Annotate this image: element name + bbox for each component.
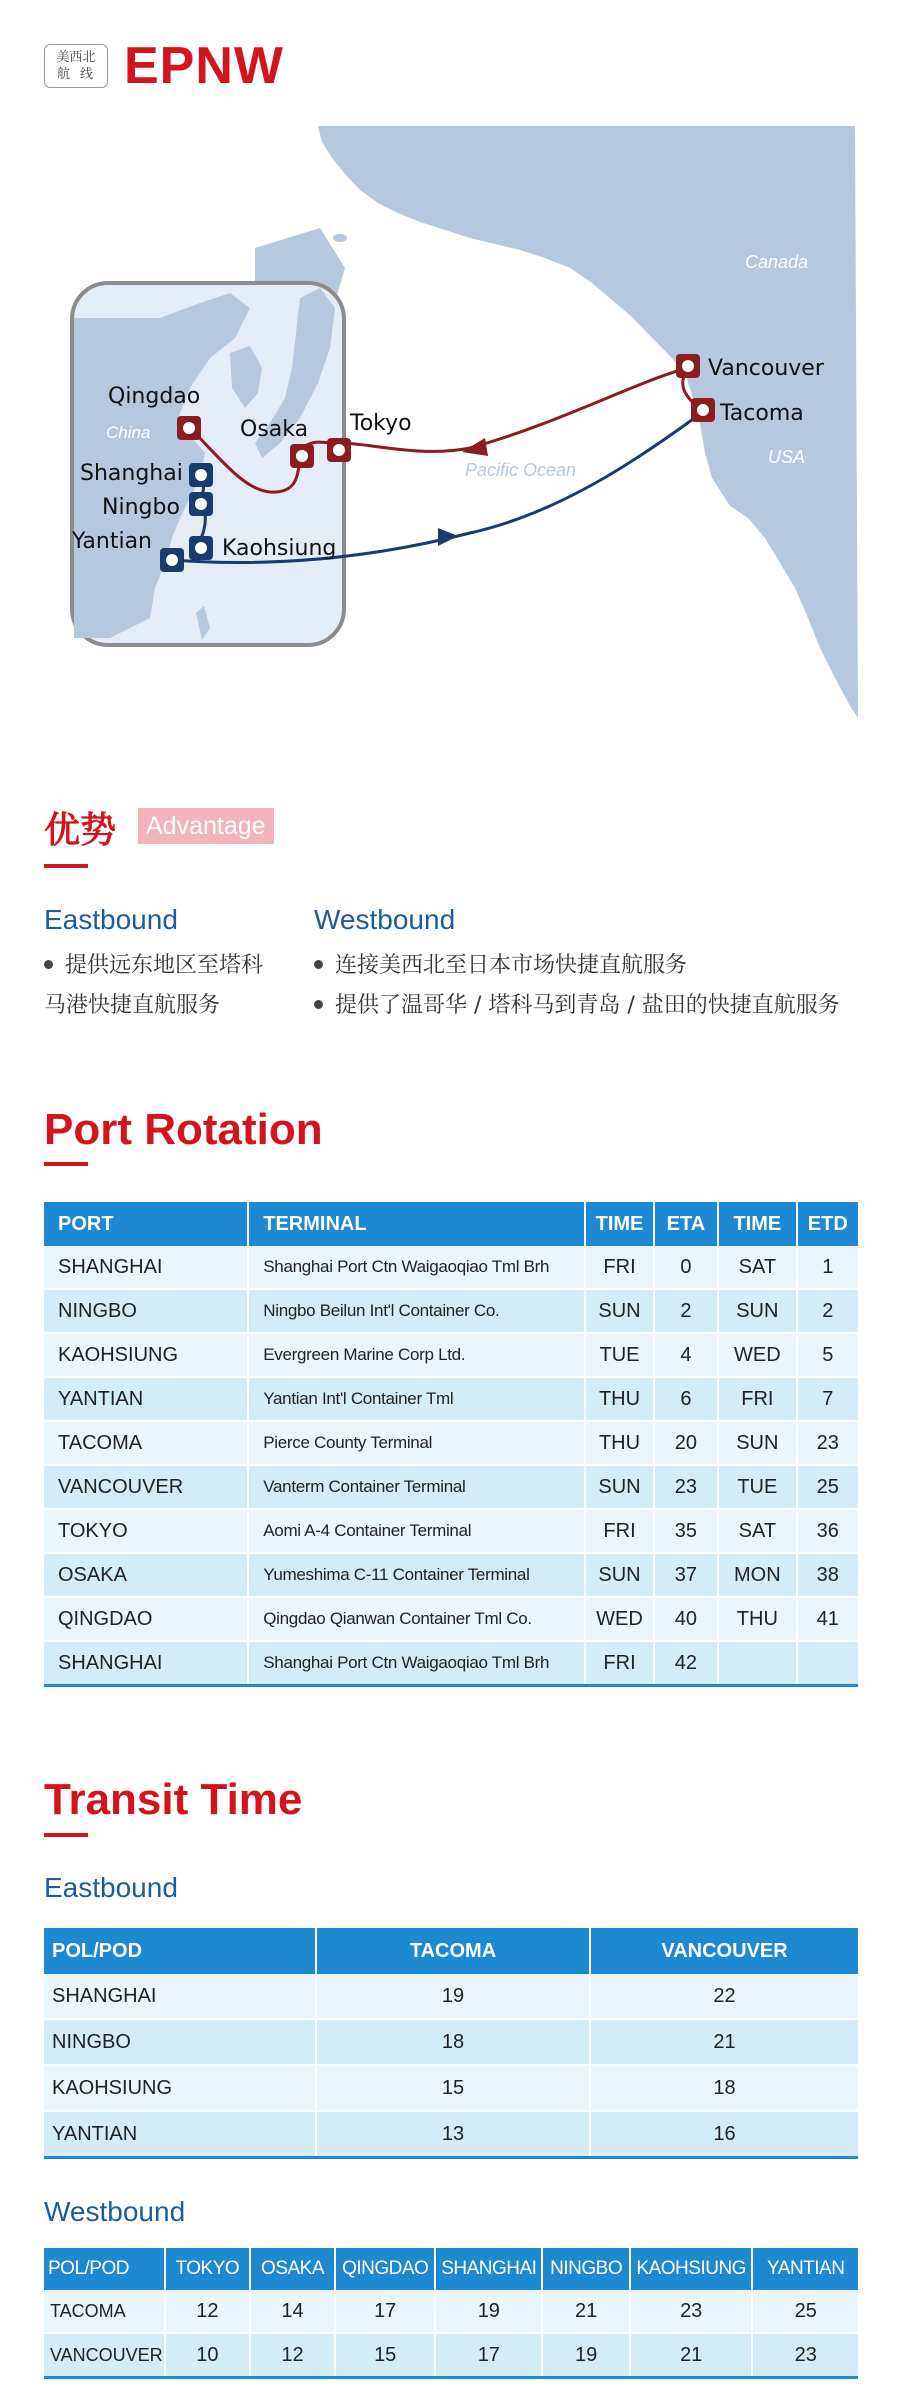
- westbound-transit-table: [44, 2248, 858, 2379]
- header-etd: ETD: [797, 1202, 858, 1246]
- cell-arrive-day: FRI: [585, 1509, 653, 1553]
- table-row: [44, 1597, 858, 1641]
- westbound-arrow: [462, 438, 488, 456]
- cell-arrive-day: WED: [585, 1597, 653, 1641]
- route-badge: [44, 44, 108, 88]
- port-marker-osaka: [290, 444, 314, 468]
- cell-days: 23: [630, 2290, 753, 2333]
- cell-port: VANCOUVER: [44, 1465, 248, 1509]
- cell-terminal: Qingdao Qianwan Container Tml Co.: [248, 1597, 585, 1641]
- transit-westbound-heading: Westbound: [44, 2196, 186, 2227]
- header-eta: ETA: [654, 1202, 718, 1246]
- cell-port: OSAKA: [44, 1553, 248, 1597]
- eastbound-transit-table: [44, 1928, 858, 2159]
- cell-arrive-day: SUN: [585, 1553, 653, 1597]
- cell-days: 18: [316, 2019, 590, 2065]
- cell-port: TACOMA: [44, 1421, 248, 1465]
- header-polpod: POL/POD: [44, 1928, 316, 1974]
- badge-line1: 美西北: [56, 50, 96, 65]
- cell-eta: 35: [654, 1509, 718, 1553]
- cell-depart-day: SUN: [718, 1421, 796, 1465]
- cell-pol: VANCOUVER: [44, 2333, 165, 2378]
- header-shanghai: SHANGHAI: [435, 2248, 542, 2290]
- cell-days: 17: [335, 2290, 435, 2333]
- label-osaka: Osaka: [240, 417, 309, 442]
- label-canada: Canada: [745, 252, 809, 272]
- bullet-dot: [314, 1000, 323, 1009]
- port-marker-ningbo: [189, 492, 213, 516]
- cell-days: 21: [542, 2290, 630, 2333]
- transit-time-title: Transit Time: [44, 1775, 303, 1824]
- cell-arrive-day: TUE: [585, 1333, 653, 1377]
- header-terminal: TERMINAL: [248, 1202, 585, 1246]
- table-header-row: [44, 1928, 858, 1974]
- cell-eta: 4: [654, 1333, 718, 1377]
- cell-terminal: Evergreen Marine Corp Ltd.: [248, 1333, 585, 1377]
- table-row: [44, 1333, 858, 1377]
- cell-pol: TACOMA: [44, 2290, 165, 2333]
- eastbound-arrow: [438, 528, 458, 546]
- cell-arrive-day: SUN: [585, 1465, 653, 1509]
- port-rotation-title: Port Rotation: [44, 1105, 323, 1154]
- cell-days: 17: [435, 2333, 542, 2378]
- bullet-text: 提供远东地区至塔科: [65, 953, 264, 978]
- cell-eta: 40: [654, 1597, 718, 1641]
- cell-terminal: Ningbo Beilun Int'l Container Co.: [248, 1289, 585, 1333]
- cell-pol: YANTIAN: [44, 2111, 316, 2158]
- advantage-title: 优势: [44, 810, 117, 851]
- advantage-eastbound-heading: Eastbound: [44, 904, 178, 935]
- list-item: 提供了温哥华 / 塔科马到青岛 / 盐田的快捷直航服务: [314, 986, 894, 1026]
- cell-etd: 23: [797, 1421, 858, 1465]
- header-tacoma: TACOMA: [316, 1928, 590, 1974]
- route-map: [0, 118, 900, 718]
- label-tokyo: Tokyo: [350, 411, 412, 436]
- cell-depart-day: TUE: [718, 1465, 796, 1509]
- port-marker-qingdao: [177, 416, 201, 440]
- cell-days: 18: [590, 2065, 858, 2111]
- cell-days: 21: [590, 2019, 858, 2065]
- table-row: [44, 1641, 858, 1686]
- advantage-underline: [44, 864, 88, 868]
- cell-terminal: Yumeshima C-11 Container Terminal: [248, 1553, 585, 1597]
- label-usa: USA: [768, 447, 806, 467]
- cell-depart-day: WED: [718, 1333, 796, 1377]
- label-vancouver: Vancouver: [708, 356, 824, 381]
- table-row: [44, 1465, 858, 1509]
- label-ningbo: Ningbo: [102, 495, 180, 520]
- cell-arrive-day: THU: [585, 1377, 653, 1421]
- cell-days: 12: [165, 2290, 250, 2333]
- port-rotation-table: [44, 1202, 858, 1687]
- table-row: [44, 1289, 858, 1333]
- cell-pol: NINGBO: [44, 2019, 316, 2065]
- header-kaohsiung: KAOHSIUNG: [630, 2248, 753, 2290]
- cell-depart-day: SAT: [718, 1246, 796, 1289]
- cell-etd: 36: [797, 1509, 858, 1553]
- table-row: [44, 1246, 858, 1289]
- cell-eta: 42: [654, 1641, 718, 1686]
- cell-days: 19: [435, 2290, 542, 2333]
- cell-depart-day: SUN: [718, 1289, 796, 1333]
- table-header-row: [44, 2248, 858, 2290]
- cell-arrive-day: SUN: [585, 1289, 653, 1333]
- advantage-tag: Advantage: [138, 808, 274, 844]
- cell-terminal: Shanghai Port Ctn Waigaoqiao Tml Brh: [248, 1246, 585, 1289]
- cell-eta: 2: [654, 1289, 718, 1333]
- cell-etd: 1: [797, 1246, 858, 1289]
- cell-days: 19: [542, 2333, 630, 2378]
- cell-days: 15: [316, 2065, 590, 2111]
- cell-port: TOKYO: [44, 1509, 248, 1553]
- port-marker-tokyo: [327, 438, 351, 462]
- port-rotation-underline: [44, 1162, 88, 1166]
- bullet-text-cont: 马港快捷直航服务: [44, 993, 221, 1018]
- header-yantian: YANTIAN: [752, 2248, 858, 2290]
- table-row: [44, 1421, 858, 1465]
- table-row: [44, 2333, 858, 2378]
- table-row: [44, 2111, 858, 2158]
- cell-port: YANTIAN: [44, 1377, 248, 1421]
- header-time-depart: TIME: [718, 1202, 796, 1246]
- advantage-westbound-bullets: [314, 946, 894, 1026]
- header-ningbo: NINGBO: [542, 2248, 630, 2290]
- cell-etd: 38: [797, 1553, 858, 1597]
- header-vancouver: VANCOUVER: [590, 1928, 858, 1974]
- bullet-dot: [44, 960, 53, 969]
- label-kaohsiung: Kaohsiung: [222, 536, 337, 561]
- transit-time-underline: [44, 1833, 88, 1837]
- list-item: 连接美西北至日本市场快捷直航服务: [314, 946, 894, 986]
- port-marker-vancouver: [676, 354, 700, 378]
- table-row: [44, 2290, 858, 2333]
- table-header-row: [44, 1202, 858, 1246]
- cell-days: 21: [630, 2333, 753, 2378]
- cell-terminal: Shanghai Port Ctn Waigaoqiao Tml Brh: [248, 1641, 585, 1686]
- cell-eta: 0: [654, 1246, 718, 1289]
- header-polpod: POL/POD: [44, 2248, 165, 2290]
- cell-depart-day: THU: [718, 1597, 796, 1641]
- brand-title: EPNW: [124, 37, 284, 95]
- cell-days: 13: [316, 2111, 590, 2158]
- header-qingdao: QINGDAO: [335, 2248, 435, 2290]
- cell-eta: 20: [654, 1421, 718, 1465]
- table-row: [44, 2065, 858, 2111]
- label-qingdao: Qingdao: [108, 384, 201, 409]
- cell-terminal: Pierce County Terminal: [248, 1421, 585, 1465]
- cell-depart-day: MON: [718, 1553, 796, 1597]
- cell-days: 14: [250, 2290, 335, 2333]
- sea-island: [333, 234, 347, 242]
- advantage-eastbound-bullet: [44, 946, 304, 1026]
- label-pacific: Pacific Ocean: [465, 460, 577, 480]
- cell-days: 15: [335, 2333, 435, 2378]
- cell-eta: 37: [654, 1553, 718, 1597]
- bullet-dot: [314, 960, 323, 969]
- cell-depart-day: [718, 1641, 796, 1686]
- cell-etd: [797, 1641, 858, 1686]
- cell-days: 10: [165, 2333, 250, 2378]
- port-marker-tacoma: [691, 398, 715, 422]
- cell-arrive-day: FRI: [585, 1641, 653, 1686]
- header-port: PORT: [44, 1202, 248, 1246]
- cell-eta: 6: [654, 1377, 718, 1421]
- header-time-arrive: TIME: [585, 1202, 653, 1246]
- cell-days: 25: [752, 2290, 858, 2333]
- cell-arrive-day: THU: [585, 1421, 653, 1465]
- cell-days: 16: [590, 2111, 858, 2158]
- table-row: [44, 1974, 858, 2019]
- label-tacoma: Tacoma: [720, 401, 804, 426]
- table-row: [44, 2019, 858, 2065]
- advantage-westbound-heading: Westbound: [314, 904, 456, 935]
- cell-etd: 7: [797, 1377, 858, 1421]
- cell-terminal: Yantian Int'l Container Tml: [248, 1377, 585, 1421]
- label-shanghai: Shanghai: [80, 461, 183, 486]
- header-osaka: OSAKA: [250, 2248, 335, 2290]
- port-marker-yantian: [160, 548, 184, 572]
- header-tokyo: TOKYO: [165, 2248, 250, 2290]
- port-marker-kaohsiung: [189, 536, 213, 560]
- cell-etd: 25: [797, 1465, 858, 1509]
- cell-days: 12: [250, 2333, 335, 2378]
- badge-line2: 航线: [56, 67, 103, 82]
- port-marker-shanghai: [189, 463, 213, 487]
- label-china: China: [106, 423, 151, 442]
- table-row: [44, 1553, 858, 1597]
- cell-days: 23: [752, 2333, 858, 2378]
- table-row: [44, 1509, 858, 1553]
- cell-eta: 23: [654, 1465, 718, 1509]
- cell-pol: SHANGHAI: [44, 1974, 316, 2019]
- label-yantian: Yantian: [72, 529, 152, 554]
- cell-port: SHANGHAI: [44, 1641, 248, 1686]
- cell-port: NINGBO: [44, 1289, 248, 1333]
- transit-eastbound-heading: Eastbound: [44, 1872, 178, 1903]
- cell-port: KAOHSIUNG: [44, 1333, 248, 1377]
- cell-etd: 5: [797, 1333, 858, 1377]
- cell-port: SHANGHAI: [44, 1246, 248, 1289]
- westbound-route: [340, 368, 688, 451]
- cell-terminal: Aomi A-4 Container Terminal: [248, 1509, 585, 1553]
- cell-days: 22: [590, 1974, 858, 2019]
- cell-depart-day: SAT: [718, 1509, 796, 1553]
- cell-depart-day: FRI: [718, 1377, 796, 1421]
- cell-days: 19: [316, 1974, 590, 2019]
- cell-arrive-day: FRI: [585, 1246, 653, 1289]
- cell-etd: 2: [797, 1289, 858, 1333]
- table-row: [44, 1377, 858, 1421]
- cell-port: QINGDAO: [44, 1597, 248, 1641]
- cell-terminal: Vanterm Container Terminal: [248, 1465, 585, 1509]
- cell-pol: KAOHSIUNG: [44, 2065, 316, 2111]
- cell-etd: 41: [797, 1597, 858, 1641]
